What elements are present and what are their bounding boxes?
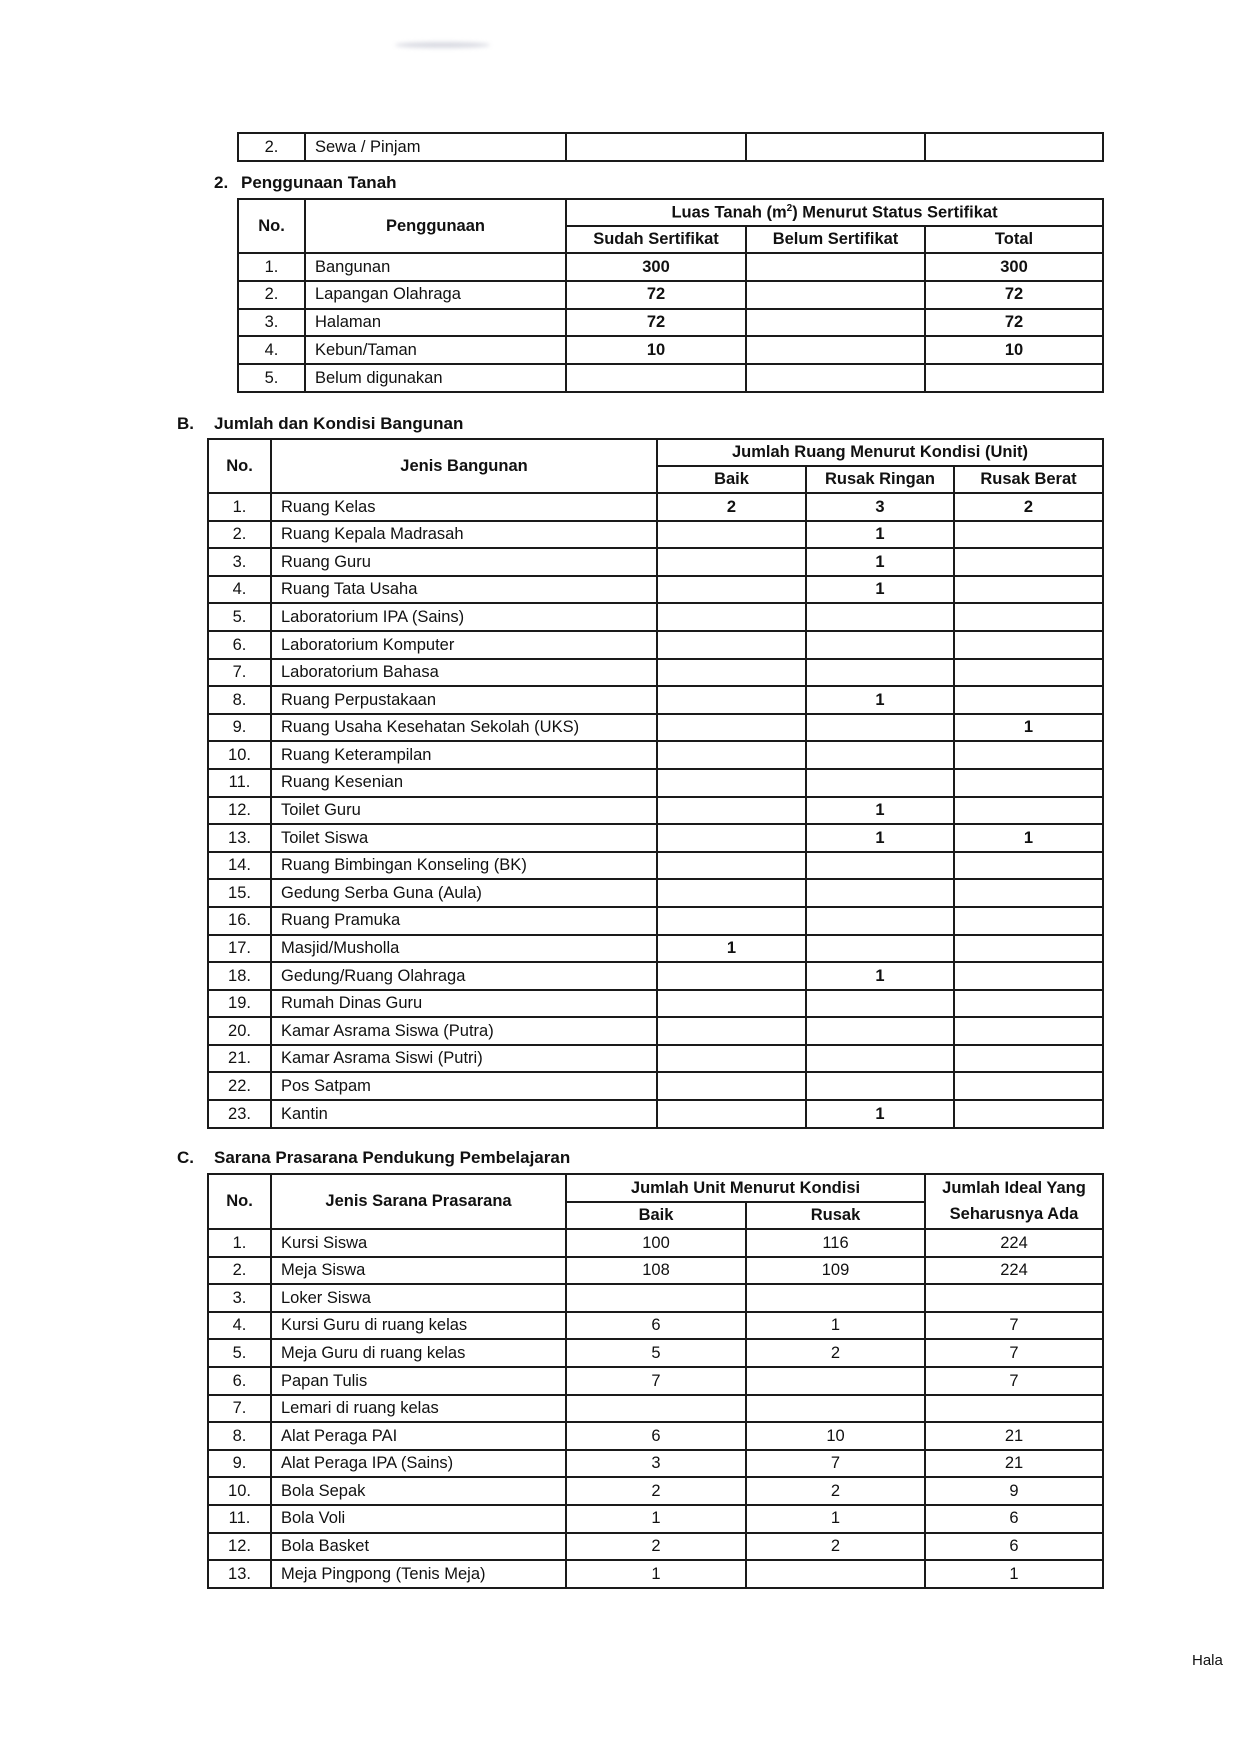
cell-belum-sertifikat xyxy=(746,281,925,309)
row-name: Ruang Pramuka xyxy=(271,907,657,935)
cell-jumlah-ideal: 7 xyxy=(925,1312,1103,1340)
cell-rusak: 10 xyxy=(746,1422,925,1450)
cell-rusak-ringan xyxy=(806,907,954,935)
header-no: No. xyxy=(238,199,305,253)
cell-rusak-ringan xyxy=(806,1072,954,1100)
header-no: No. xyxy=(208,1174,271,1229)
table-row xyxy=(208,576,1103,604)
header-luas-superscript: 2 xyxy=(786,203,793,214)
table-header-row xyxy=(208,1174,1103,1202)
cell-rusak-berat xyxy=(954,741,1103,769)
row-name: Lapangan Olahraga xyxy=(305,281,566,309)
row-name: Ruang Perpustakaan xyxy=(271,686,657,714)
header-jumlah-ruang: Jumlah Ruang Menurut Kondisi (Unit) xyxy=(657,439,1103,466)
cell-jumlah-ideal: 6 xyxy=(925,1505,1103,1533)
row-number: 7. xyxy=(208,1395,271,1423)
table-row xyxy=(208,1312,1103,1340)
cell-sudah-sertifikat xyxy=(566,364,746,392)
cell-rusak-ringan xyxy=(806,631,954,659)
scan-smudge xyxy=(395,42,490,48)
row-number: 10. xyxy=(208,1477,271,1505)
row-number: 13. xyxy=(208,1560,271,1588)
row-number: 14. xyxy=(208,852,271,880)
cell-baik xyxy=(657,990,806,1018)
row-number: 4. xyxy=(208,576,271,604)
header-jumlah-ideal xyxy=(925,1174,1103,1229)
cell-total xyxy=(925,364,1103,392)
row-number: 2. xyxy=(238,133,305,161)
row-name: Ruang Kelas xyxy=(271,493,657,521)
row-number: 8. xyxy=(208,686,271,714)
cell-rusak-berat xyxy=(954,852,1103,880)
row-name: Laboratorium IPA (Sains) xyxy=(271,603,657,631)
row-number: 20. xyxy=(208,1017,271,1045)
row-number: 3. xyxy=(208,1284,271,1312)
cell-belum-sertifikat xyxy=(746,309,925,337)
row-name: Halaman xyxy=(305,309,566,337)
row-name: Kamar Asrama Siswa (Putra) xyxy=(271,1017,657,1045)
row-number: 5. xyxy=(208,1339,271,1367)
cell-rusak-ringan xyxy=(806,603,954,631)
cell-rusak xyxy=(746,1560,925,1588)
table-row xyxy=(208,852,1103,880)
cell-baik xyxy=(657,907,806,935)
cell-rusak-ringan xyxy=(806,769,954,797)
cell-rusak-berat xyxy=(954,603,1103,631)
cell-rusak-ringan xyxy=(806,659,954,687)
table-row xyxy=(208,603,1103,631)
cell-value xyxy=(925,133,1103,161)
cell-rusak-ringan: 1 xyxy=(806,576,954,604)
table-row xyxy=(208,1045,1103,1073)
row-name: Kursi Guru di ruang kelas xyxy=(271,1312,566,1340)
cell-baik: 2 xyxy=(657,493,806,521)
row-number: 11. xyxy=(208,769,271,797)
table-row xyxy=(208,1395,1103,1423)
table-row xyxy=(208,714,1103,742)
row-name: Ruang Usaha Kesehatan Sekolah (UKS) xyxy=(271,714,657,742)
cell-rusak-ringan xyxy=(806,990,954,1018)
cell-rusak: 2 xyxy=(746,1339,925,1367)
row-name: Ruang Keterampilan xyxy=(271,741,657,769)
table-row xyxy=(208,1560,1103,1588)
cell-baik xyxy=(657,631,806,659)
row-name: Alat Peraga PAI xyxy=(271,1422,566,1450)
cell-rusak: 1 xyxy=(746,1505,925,1533)
row-name: Rumah Dinas Guru xyxy=(271,990,657,1018)
cell-baik: 7 xyxy=(566,1367,746,1395)
section-heading-penggunaan-tanah xyxy=(214,173,397,193)
cell-baik xyxy=(657,521,806,549)
table-row xyxy=(208,1339,1103,1367)
cell-rusak-berat xyxy=(954,1017,1103,1045)
cell-total: 300 xyxy=(925,253,1103,281)
cell-baik: 2 xyxy=(566,1477,746,1505)
row-number: 11. xyxy=(208,1505,271,1533)
header-total: Total xyxy=(925,226,1103,253)
table-row xyxy=(238,253,1103,281)
cell-jumlah-ideal: 224 xyxy=(925,1229,1103,1257)
cell-rusak-ringan: 3 xyxy=(806,493,954,521)
table-row xyxy=(208,1422,1103,1450)
cell-rusak: 116 xyxy=(746,1229,925,1257)
section-number: 2. xyxy=(214,173,229,192)
cell-rusak: 1 xyxy=(746,1312,925,1340)
cell-sudah-sertifikat: 72 xyxy=(566,309,746,337)
table-row xyxy=(208,548,1103,576)
table-row xyxy=(208,1450,1103,1478)
cell-sudah-sertifikat: 10 xyxy=(566,336,746,364)
cell-baik: 6 xyxy=(566,1312,746,1340)
row-number: 23. xyxy=(208,1100,271,1128)
cell-baik xyxy=(657,741,806,769)
header-luas-tanah xyxy=(566,199,1103,226)
cell-rusak-berat xyxy=(954,769,1103,797)
cell-baik xyxy=(657,714,806,742)
table-header-row xyxy=(238,199,1103,226)
cell-rusak-berat: 1 xyxy=(954,714,1103,742)
table-row xyxy=(208,769,1103,797)
section-heading-c xyxy=(177,1148,570,1168)
row-number: 1. xyxy=(208,493,271,521)
row-number: 9. xyxy=(208,714,271,742)
cell-baik: 100 xyxy=(566,1229,746,1257)
header-sudah-sertifikat: Sudah Sertifikat xyxy=(566,226,746,253)
cell-baik xyxy=(657,852,806,880)
row-number: 21. xyxy=(208,1045,271,1073)
cell-rusak-berat xyxy=(954,1100,1103,1128)
table-row xyxy=(208,1017,1103,1045)
row-name: Laboratorium Komputer xyxy=(271,631,657,659)
cell-rusak-ringan xyxy=(806,741,954,769)
cell-total: 10 xyxy=(925,336,1103,364)
cell-baik xyxy=(657,1017,806,1045)
row-number: 12. xyxy=(208,1533,271,1561)
cell-rusak-ringan: 1 xyxy=(806,962,954,990)
table-row xyxy=(208,741,1103,769)
cell-jumlah-ideal: 7 xyxy=(925,1367,1103,1395)
cell-jumlah-ideal: 9 xyxy=(925,1477,1103,1505)
cell-baik: 1 xyxy=(657,935,806,963)
cell-rusak-ringan: 1 xyxy=(806,797,954,825)
cell-rusak: 7 xyxy=(746,1450,925,1478)
cell-rusak-berat xyxy=(954,797,1103,825)
cell-baik xyxy=(657,686,806,714)
row-number: 2. xyxy=(238,281,305,309)
table-row xyxy=(208,907,1103,935)
cell-value xyxy=(746,133,925,161)
row-name: Meja Pingpong (Tenis Meja) xyxy=(271,1560,566,1588)
table-row xyxy=(208,1100,1103,1128)
table-row xyxy=(208,990,1103,1018)
cell-jumlah-ideal: 7 xyxy=(925,1339,1103,1367)
cell-baik: 1 xyxy=(566,1505,746,1533)
row-number: 4. xyxy=(208,1312,271,1340)
table-row xyxy=(208,1072,1103,1100)
cell-rusak xyxy=(746,1367,925,1395)
header-no: No. xyxy=(208,439,271,493)
row-name: Ruang Kepala Madrasah xyxy=(271,521,657,549)
cell-baik: 108 xyxy=(566,1257,746,1285)
row-name: Kebun/Taman xyxy=(305,336,566,364)
table-row xyxy=(208,493,1103,521)
cell-baik xyxy=(657,1045,806,1073)
cell-baik xyxy=(657,879,806,907)
section-title: Sarana Prasarana Pendukung Pembelajaran xyxy=(214,1148,571,1167)
row-number: 10. xyxy=(208,741,271,769)
table-row xyxy=(208,1257,1103,1285)
cell-rusak-berat xyxy=(954,962,1103,990)
table-row xyxy=(208,1477,1103,1505)
cell-baik xyxy=(657,797,806,825)
cell-baik xyxy=(657,824,806,852)
row-name: Gedung/Ruang Olahraga xyxy=(271,962,657,990)
cell-jumlah-ideal xyxy=(925,1284,1103,1312)
cell-rusak-ringan: 1 xyxy=(806,686,954,714)
row-name: Papan Tulis xyxy=(271,1367,566,1395)
table-row xyxy=(208,1367,1103,1395)
cell-jumlah-ideal: 21 xyxy=(925,1422,1103,1450)
row-number: 1. xyxy=(238,253,305,281)
table-row xyxy=(208,1229,1103,1257)
table-row xyxy=(208,935,1103,963)
cell-rusak-berat xyxy=(954,548,1103,576)
cell-rusak-berat: 2 xyxy=(954,493,1103,521)
header-ideal-line1: Jumlah Ideal Yang xyxy=(942,1178,1086,1197)
cell-rusak-berat xyxy=(954,879,1103,907)
table-row xyxy=(208,631,1103,659)
row-number: 6. xyxy=(208,631,271,659)
cell-rusak-berat xyxy=(954,990,1103,1018)
cell-sudah-sertifikat: 72 xyxy=(566,281,746,309)
table-row xyxy=(208,797,1103,825)
cell-rusak-ringan xyxy=(806,1045,954,1073)
row-name: Bola Sepak xyxy=(271,1477,566,1505)
row-number: 6. xyxy=(208,1367,271,1395)
cell-rusak: 2 xyxy=(746,1477,925,1505)
row-number: 12. xyxy=(208,797,271,825)
cell-baik xyxy=(657,1100,806,1128)
row-number: 4. xyxy=(238,336,305,364)
table-row xyxy=(238,309,1103,337)
row-name: Sewa / Pinjam xyxy=(305,133,566,161)
cell-rusak xyxy=(746,1284,925,1312)
row-name: Kamar Asrama Siswi (Putri) xyxy=(271,1045,657,1073)
cell-rusak xyxy=(746,1395,925,1423)
header-baik: Baik xyxy=(657,466,806,493)
cell-rusak-ringan xyxy=(806,879,954,907)
table-row xyxy=(238,133,1103,161)
row-number: 16. xyxy=(208,907,271,935)
row-name: Meja Siswa xyxy=(271,1257,566,1285)
cell-baik xyxy=(657,1072,806,1100)
table-row xyxy=(208,1505,1103,1533)
row-name: Bola Basket xyxy=(271,1533,566,1561)
cell-baik xyxy=(566,1284,746,1312)
row-name: Kursi Siswa xyxy=(271,1229,566,1257)
cell-total: 72 xyxy=(925,309,1103,337)
row-name: Laboratorium Bahasa xyxy=(271,659,657,687)
cell-rusak-berat: 1 xyxy=(954,824,1103,852)
cell-rusak-ringan: 1 xyxy=(806,521,954,549)
header-ideal-line2: Seharusnya Ada xyxy=(949,1204,1079,1223)
cell-jumlah-ideal: 6 xyxy=(925,1533,1103,1561)
cell-baik xyxy=(657,603,806,631)
cell-baik xyxy=(657,548,806,576)
row-name: Alat Peraga IPA (Sains) xyxy=(271,1450,566,1478)
table-header-row xyxy=(208,439,1103,466)
cell-rusak: 2 xyxy=(746,1533,925,1561)
header-jenis-sarana: Jenis Sarana Prasarana xyxy=(271,1174,566,1229)
cell-rusak-berat xyxy=(954,686,1103,714)
table-row xyxy=(208,1284,1103,1312)
header-luas-text: Luas Tanah (m xyxy=(671,203,787,222)
header-luas-suffix: ) Menurut Status Sertifikat xyxy=(792,203,998,222)
table-row xyxy=(208,962,1103,990)
cell-rusak-berat xyxy=(954,521,1103,549)
table-row xyxy=(238,336,1103,364)
row-name: Meja Guru di ruang kelas xyxy=(271,1339,566,1367)
cell-baik: 1 xyxy=(566,1560,746,1588)
table-row xyxy=(208,824,1103,852)
cell-rusak-ringan xyxy=(806,1017,954,1045)
row-number: 5. xyxy=(238,364,305,392)
cell-total: 72 xyxy=(925,281,1103,309)
header-belum-sertifikat: Belum Sertifikat xyxy=(746,226,925,253)
row-number: 8. xyxy=(208,1422,271,1450)
cell-baik xyxy=(657,769,806,797)
header-jenis-bangunan: Jenis Bangunan xyxy=(271,439,657,493)
row-number: 15. xyxy=(208,879,271,907)
row-number: 2. xyxy=(208,1257,271,1285)
row-number: 3. xyxy=(208,548,271,576)
row-number: 3. xyxy=(238,309,305,337)
page-footer-label: Hala xyxy=(1192,1652,1223,1669)
cell-baik: 2 xyxy=(566,1533,746,1561)
cell-jumlah-ideal: 1 xyxy=(925,1560,1103,1588)
cell-value xyxy=(566,133,746,161)
table-row xyxy=(208,879,1103,907)
cell-rusak-ringan xyxy=(806,852,954,880)
row-name: Gedung Serba Guna (Aula) xyxy=(271,879,657,907)
row-name: Ruang Guru xyxy=(271,548,657,576)
section-title: Jumlah dan Kondisi Bangunan xyxy=(214,414,464,433)
row-number: 13. xyxy=(208,824,271,852)
row-name: Bola Voli xyxy=(271,1505,566,1533)
row-number: 22. xyxy=(208,1072,271,1100)
section-letter: C. xyxy=(177,1148,194,1167)
table-row xyxy=(238,364,1103,392)
header-rusak-ringan: Rusak Ringan xyxy=(806,466,954,493)
table-kondisi-bangunan xyxy=(207,438,1104,1129)
table-row xyxy=(208,1533,1103,1561)
row-number: 7. xyxy=(208,659,271,687)
row-name: Kantin xyxy=(271,1100,657,1128)
cell-rusak-berat xyxy=(954,631,1103,659)
cell-rusak-berat xyxy=(954,659,1103,687)
cell-jumlah-ideal: 224 xyxy=(925,1257,1103,1285)
section-letter: B. xyxy=(177,414,194,433)
cell-belum-sertifikat xyxy=(746,336,925,364)
row-name: Belum digunakan xyxy=(305,364,566,392)
row-name: Toilet Siswa xyxy=(271,824,657,852)
cell-rusak-berat xyxy=(954,907,1103,935)
row-name: Lemari di ruang kelas xyxy=(271,1395,566,1423)
row-number: 5. xyxy=(208,603,271,631)
row-name: Bangunan xyxy=(305,253,566,281)
header-jumlah-unit: Jumlah Unit Menurut Kondisi xyxy=(566,1174,925,1202)
cell-jumlah-ideal: 21 xyxy=(925,1450,1103,1478)
cell-rusak-berat xyxy=(954,935,1103,963)
cell-rusak-berat xyxy=(954,576,1103,604)
cell-rusak-berat xyxy=(954,1045,1103,1073)
cell-jumlah-ideal xyxy=(925,1395,1103,1423)
cell-rusak-ringan: 1 xyxy=(806,1100,954,1128)
cell-rusak-berat xyxy=(954,1072,1103,1100)
cell-belum-sertifikat xyxy=(746,253,925,281)
table-status-tanah-continued xyxy=(237,132,1104,162)
table-row xyxy=(208,686,1103,714)
table-row xyxy=(208,659,1103,687)
cell-rusak: 109 xyxy=(746,1257,925,1285)
cell-baik xyxy=(657,576,806,604)
table-sarana-prasarana xyxy=(207,1173,1104,1589)
cell-sudah-sertifikat: 300 xyxy=(566,253,746,281)
row-name: Loker Siswa xyxy=(271,1284,566,1312)
cell-rusak-ringan: 1 xyxy=(806,824,954,852)
section-heading-b xyxy=(177,414,463,434)
cell-baik: 3 xyxy=(566,1450,746,1478)
row-number: 2. xyxy=(208,521,271,549)
header-penggunaan: Penggunaan xyxy=(305,199,566,253)
cell-belum-sertifikat xyxy=(746,364,925,392)
cell-baik xyxy=(566,1395,746,1423)
row-number: 17. xyxy=(208,935,271,963)
row-name: Pos Satpam xyxy=(271,1072,657,1100)
cell-baik: 5 xyxy=(566,1339,746,1367)
row-name: Ruang Tata Usaha xyxy=(271,576,657,604)
table-row xyxy=(208,521,1103,549)
header-rusak: Rusak xyxy=(746,1202,925,1229)
header-baik: Baik xyxy=(566,1202,746,1229)
row-number: 1. xyxy=(208,1229,271,1257)
section-title: Penggunaan Tanah xyxy=(241,173,397,192)
table-row xyxy=(238,281,1103,309)
row-number: 18. xyxy=(208,962,271,990)
cell-baik xyxy=(657,962,806,990)
cell-rusak-ringan xyxy=(806,935,954,963)
row-number: 9. xyxy=(208,1450,271,1478)
cell-rusak-ringan xyxy=(806,714,954,742)
header-rusak-berat: Rusak Berat xyxy=(954,466,1103,493)
table-penggunaan-tanah xyxy=(237,198,1104,393)
row-name: Ruang Bimbingan Konseling (BK) xyxy=(271,852,657,880)
cell-baik xyxy=(657,659,806,687)
cell-rusak-ringan: 1 xyxy=(806,548,954,576)
row-name: Toilet Guru xyxy=(271,797,657,825)
row-number: 19. xyxy=(208,990,271,1018)
row-name: Masjid/Musholla xyxy=(271,935,657,963)
row-name: Ruang Kesenian xyxy=(271,769,657,797)
cell-baik: 6 xyxy=(566,1422,746,1450)
